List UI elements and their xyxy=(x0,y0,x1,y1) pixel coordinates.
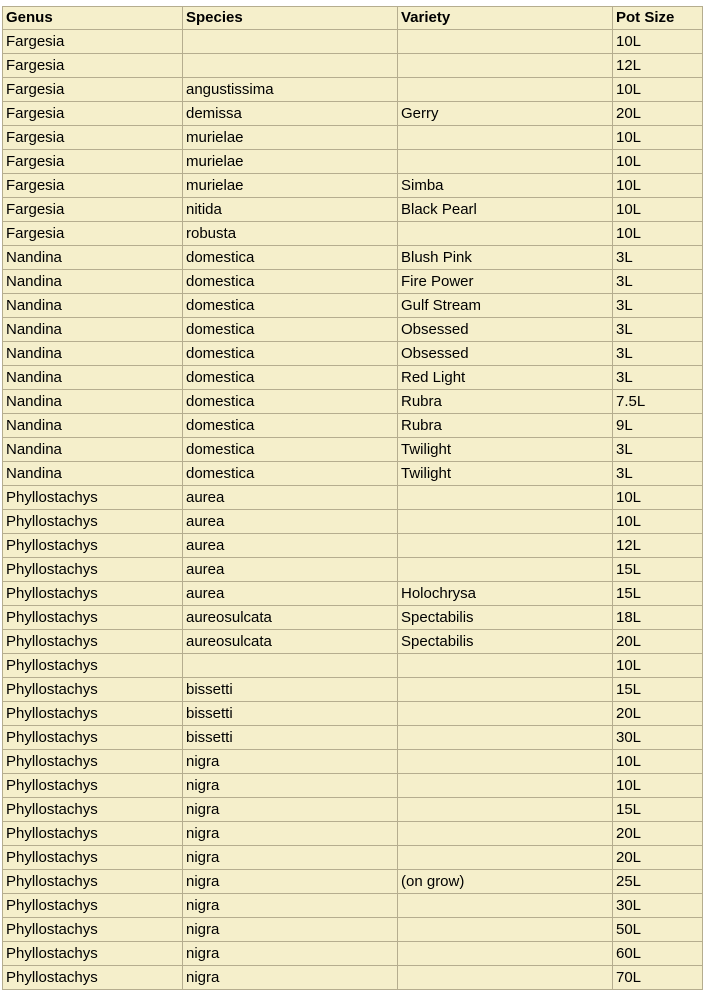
genus-cell: Nandina xyxy=(3,318,183,342)
pot-size-cell: 3L xyxy=(613,342,703,366)
table-row xyxy=(3,534,703,558)
table-row xyxy=(3,222,703,246)
column-header-variety: Variety xyxy=(398,7,613,30)
variety-cell xyxy=(398,822,613,846)
table-row xyxy=(3,318,703,342)
table-row xyxy=(3,342,703,366)
table-row xyxy=(3,30,703,54)
genus-cell: Fargesia xyxy=(3,102,183,126)
genus-cell: Nandina xyxy=(3,390,183,414)
variety-cell xyxy=(398,510,613,534)
pot-size-cell: 10L xyxy=(613,30,703,54)
species-cell: nigra xyxy=(183,966,398,990)
pot-size-cell: 10L xyxy=(613,750,703,774)
variety-cell xyxy=(398,774,613,798)
genus-cell: Nandina xyxy=(3,414,183,438)
pot-size-cell: 15L xyxy=(613,678,703,702)
plant-stock-table xyxy=(2,6,703,990)
pot-size-cell: 30L xyxy=(613,894,703,918)
pot-size-cell: 12L xyxy=(613,534,703,558)
variety-cell xyxy=(398,78,613,102)
genus-cell: Phyllostachys xyxy=(3,678,183,702)
table-row xyxy=(3,678,703,702)
variety-cell xyxy=(398,534,613,558)
table-row xyxy=(3,150,703,174)
species-cell: domestica xyxy=(183,414,398,438)
pot-size-cell: 3L xyxy=(613,462,703,486)
species-cell: domestica xyxy=(183,390,398,414)
genus-cell: Phyllostachys xyxy=(3,918,183,942)
pot-size-cell: 10L xyxy=(613,126,703,150)
genus-cell: Fargesia xyxy=(3,150,183,174)
table-body xyxy=(3,30,703,990)
species-cell: aurea xyxy=(183,510,398,534)
genus-cell: Phyllostachys xyxy=(3,870,183,894)
variety-cell: Rubra xyxy=(398,414,613,438)
column-header-genus: Genus xyxy=(3,7,183,30)
pot-size-cell: 20L xyxy=(613,702,703,726)
table-row xyxy=(3,918,703,942)
table-row xyxy=(3,486,703,510)
table-row xyxy=(3,942,703,966)
table-row xyxy=(3,198,703,222)
variety-cell: Gulf Stream xyxy=(398,294,613,318)
genus-cell: Phyllostachys xyxy=(3,606,183,630)
genus-cell: Phyllostachys xyxy=(3,534,183,558)
pot-size-cell: 7.5L xyxy=(613,390,703,414)
pot-size-cell: 10L xyxy=(613,222,703,246)
variety-cell xyxy=(398,726,613,750)
table-row xyxy=(3,654,703,678)
pot-size-cell: 3L xyxy=(613,294,703,318)
genus-cell: Phyllostachys xyxy=(3,486,183,510)
species-cell: domestica xyxy=(183,342,398,366)
genus-cell: Fargesia xyxy=(3,30,183,54)
pot-size-cell: 50L xyxy=(613,918,703,942)
table-row xyxy=(3,366,703,390)
table-row xyxy=(3,870,703,894)
genus-cell: Nandina xyxy=(3,342,183,366)
variety-cell xyxy=(398,798,613,822)
table-row xyxy=(3,630,703,654)
genus-cell: Nandina xyxy=(3,294,183,318)
species-cell: domestica xyxy=(183,318,398,342)
variety-cell xyxy=(398,942,613,966)
variety-cell: Obsessed xyxy=(398,318,613,342)
species-cell: murielae xyxy=(183,126,398,150)
variety-cell xyxy=(398,558,613,582)
variety-cell: Twilight xyxy=(398,462,613,486)
species-cell: aureosulcata xyxy=(183,606,398,630)
table-header-row xyxy=(3,7,703,30)
genus-cell: Nandina xyxy=(3,462,183,486)
species-cell: nigra xyxy=(183,846,398,870)
species-cell: aurea xyxy=(183,582,398,606)
species-cell: nigra xyxy=(183,750,398,774)
pot-size-cell: 70L xyxy=(613,966,703,990)
variety-cell xyxy=(398,918,613,942)
variety-cell: Spectabilis xyxy=(398,630,613,654)
genus-cell: Phyllostachys xyxy=(3,966,183,990)
table-row xyxy=(3,270,703,294)
table-row xyxy=(3,774,703,798)
genus-cell: Phyllostachys xyxy=(3,702,183,726)
pot-size-cell: 10L xyxy=(613,78,703,102)
table-row xyxy=(3,126,703,150)
pot-size-cell: 3L xyxy=(613,318,703,342)
table-row xyxy=(3,582,703,606)
variety-cell: Red Light xyxy=(398,366,613,390)
pot-size-cell: 15L xyxy=(613,558,703,582)
table-row xyxy=(3,846,703,870)
table-row xyxy=(3,54,703,78)
variety-cell xyxy=(398,846,613,870)
variety-cell xyxy=(398,654,613,678)
pot-size-cell: 25L xyxy=(613,870,703,894)
species-cell: nigra xyxy=(183,798,398,822)
variety-cell: Obsessed xyxy=(398,342,613,366)
variety-cell: Simba xyxy=(398,174,613,198)
species-cell: aureosulcata xyxy=(183,630,398,654)
column-header-pot-size: Pot Size xyxy=(613,7,703,30)
variety-cell xyxy=(398,486,613,510)
species-cell: murielae xyxy=(183,174,398,198)
species-cell: aurea xyxy=(183,558,398,582)
variety-cell xyxy=(398,150,613,174)
variety-cell xyxy=(398,54,613,78)
variety-cell xyxy=(398,678,613,702)
table-row xyxy=(3,390,703,414)
species-cell: murielae xyxy=(183,150,398,174)
genus-cell: Phyllostachys xyxy=(3,846,183,870)
table-row xyxy=(3,414,703,438)
genus-cell: Phyllostachys xyxy=(3,726,183,750)
species-cell: nigra xyxy=(183,774,398,798)
genus-cell: Phyllostachys xyxy=(3,750,183,774)
variety-cell xyxy=(398,750,613,774)
table-row xyxy=(3,726,703,750)
genus-cell: Phyllostachys xyxy=(3,774,183,798)
species-cell: nigra xyxy=(183,822,398,846)
variety-cell: Rubra xyxy=(398,390,613,414)
genus-cell: Nandina xyxy=(3,270,183,294)
genus-cell: Phyllostachys xyxy=(3,798,183,822)
species-cell: domestica xyxy=(183,294,398,318)
variety-cell xyxy=(398,222,613,246)
table-row xyxy=(3,174,703,198)
species-cell: angustissima xyxy=(183,78,398,102)
genus-cell: Phyllostachys xyxy=(3,822,183,846)
species-cell: domestica xyxy=(183,270,398,294)
table-row xyxy=(3,750,703,774)
pot-size-cell: 9L xyxy=(613,414,703,438)
species-cell: nigra xyxy=(183,942,398,966)
pot-size-cell: 20L xyxy=(613,822,703,846)
table-row xyxy=(3,822,703,846)
genus-cell: Fargesia xyxy=(3,174,183,198)
table-row xyxy=(3,246,703,270)
table-row xyxy=(3,798,703,822)
pot-size-cell: 3L xyxy=(613,366,703,390)
pot-size-cell: 20L xyxy=(613,630,703,654)
table-row xyxy=(3,102,703,126)
pot-size-cell: 3L xyxy=(613,438,703,462)
species-cell xyxy=(183,654,398,678)
genus-cell: Phyllostachys xyxy=(3,510,183,534)
table-row xyxy=(3,294,703,318)
species-cell: demissa xyxy=(183,102,398,126)
variety-cell xyxy=(398,702,613,726)
pot-size-cell: 10L xyxy=(613,486,703,510)
variety-cell: Gerry xyxy=(398,102,613,126)
species-cell: bissetti xyxy=(183,702,398,726)
table-row xyxy=(3,606,703,630)
pot-size-cell: 15L xyxy=(613,798,703,822)
species-cell: robusta xyxy=(183,222,398,246)
variety-cell xyxy=(398,966,613,990)
genus-cell: Fargesia xyxy=(3,126,183,150)
pot-size-cell: 10L xyxy=(613,150,703,174)
variety-cell: (on grow) xyxy=(398,870,613,894)
genus-cell: Phyllostachys xyxy=(3,894,183,918)
species-cell: domestica xyxy=(183,462,398,486)
table-row xyxy=(3,966,703,990)
pot-size-cell: 15L xyxy=(613,582,703,606)
column-header-species: Species xyxy=(183,7,398,30)
genus-cell: Phyllostachys xyxy=(3,558,183,582)
table-row xyxy=(3,78,703,102)
species-cell: domestica xyxy=(183,366,398,390)
variety-cell: Spectabilis xyxy=(398,606,613,630)
species-cell xyxy=(183,30,398,54)
species-cell: bissetti xyxy=(183,726,398,750)
genus-cell: Phyllostachys xyxy=(3,582,183,606)
genus-cell: Nandina xyxy=(3,366,183,390)
pot-size-cell: 18L xyxy=(613,606,703,630)
species-cell xyxy=(183,54,398,78)
table-row xyxy=(3,438,703,462)
pot-size-cell: 10L xyxy=(613,510,703,534)
species-cell: bissetti xyxy=(183,678,398,702)
variety-cell: Blush Pink xyxy=(398,246,613,270)
genus-cell: Fargesia xyxy=(3,198,183,222)
species-cell: domestica xyxy=(183,438,398,462)
table-row xyxy=(3,558,703,582)
genus-cell: Phyllostachys xyxy=(3,942,183,966)
genus-cell: Fargesia xyxy=(3,78,183,102)
variety-cell: Black Pearl xyxy=(398,198,613,222)
species-cell: nigra xyxy=(183,870,398,894)
table-row xyxy=(3,510,703,534)
pot-size-cell: 10L xyxy=(613,774,703,798)
pot-size-cell: 60L xyxy=(613,942,703,966)
genus-cell: Nandina xyxy=(3,246,183,270)
pot-size-cell: 20L xyxy=(613,846,703,870)
species-cell: aurea xyxy=(183,486,398,510)
genus-cell: Nandina xyxy=(3,438,183,462)
table-row xyxy=(3,702,703,726)
variety-cell: Twilight xyxy=(398,438,613,462)
species-cell: nigra xyxy=(183,918,398,942)
pot-size-cell: 3L xyxy=(613,246,703,270)
genus-cell: Phyllostachys xyxy=(3,630,183,654)
pot-size-cell: 10L xyxy=(613,174,703,198)
variety-cell: Fire Power xyxy=(398,270,613,294)
pot-size-cell: 12L xyxy=(613,54,703,78)
variety-cell xyxy=(398,126,613,150)
pot-size-cell: 20L xyxy=(613,102,703,126)
pot-size-cell: 30L xyxy=(613,726,703,750)
species-cell: aurea xyxy=(183,534,398,558)
pot-size-cell: 3L xyxy=(613,270,703,294)
variety-cell: Holochrysa xyxy=(398,582,613,606)
table-row xyxy=(3,462,703,486)
species-cell: nigra xyxy=(183,894,398,918)
genus-cell: Fargesia xyxy=(3,54,183,78)
variety-cell xyxy=(398,30,613,54)
pot-size-cell: 10L xyxy=(613,654,703,678)
genus-cell: Fargesia xyxy=(3,222,183,246)
species-cell: domestica xyxy=(183,246,398,270)
table-row xyxy=(3,894,703,918)
species-cell: nitida xyxy=(183,198,398,222)
pot-size-cell: 10L xyxy=(613,198,703,222)
variety-cell xyxy=(398,894,613,918)
genus-cell: Phyllostachys xyxy=(3,654,183,678)
